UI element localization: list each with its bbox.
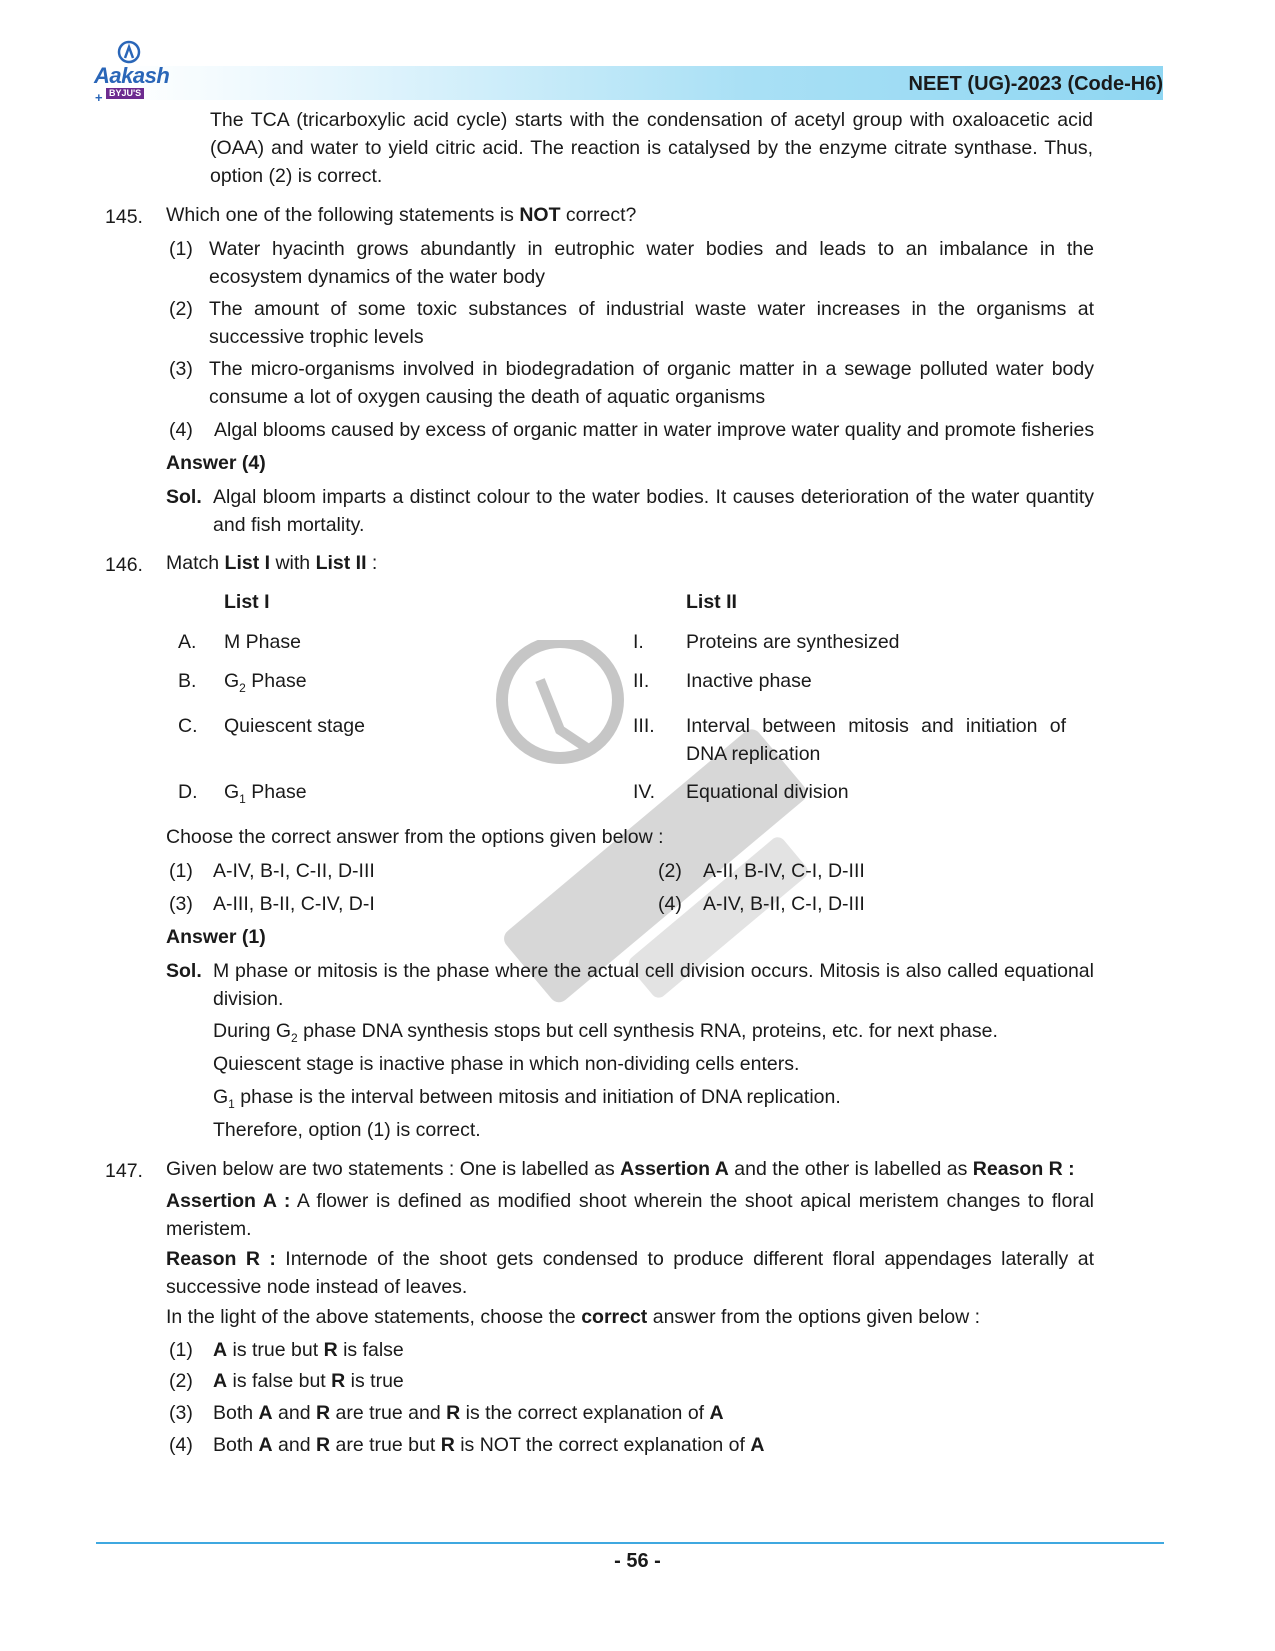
list2-label-iv: IV. [633, 781, 656, 803]
q146-option-4-number: (4) [658, 893, 682, 915]
logo-emblem-icon [116, 40, 142, 64]
q146-stem: Match List I with List II : [166, 552, 378, 574]
list2-item-iii: Interval between mitosis and initiation of DNA replication [686, 715, 1066, 765]
list1-label-a: A. [178, 631, 197, 653]
q146-option-4: A-IV, B-II, C-I, D-III [703, 893, 865, 915]
list1-heading: List I [224, 591, 270, 613]
logo-word: Aakash [94, 63, 170, 88]
q146-option-1-number: (1) [169, 860, 193, 882]
list2-item-ii: Inactive phase [686, 670, 812, 692]
q146-solution-4: $G_1$ phase is the interval between mitosis and initiation of DNA replication. [213, 1086, 841, 1111]
list1-label-c: C. [178, 715, 198, 737]
page-header-title: NEET (UG)-2023 (Code-H6) [908, 73, 1163, 95]
list2-item-i: Proteins are synthesized [686, 631, 900, 653]
q145-number: 145. [105, 206, 143, 228]
q147-reason: Reason R : Internode of the shoot gets condensed to produce different floral appendages laterally at successive node instead of leaves. [166, 1248, 1094, 1298]
q145-option-3: The micro-organisms involved in biodegradation of organic matter in a sewage polluted water body consume a lot of oxygen causing the death of aquatic organisms [209, 358, 1094, 408]
list1-label-d: D. [178, 781, 198, 803]
list1-item-c: Quiescent stage [224, 715, 365, 737]
page-number: - 56 - [614, 1550, 661, 1572]
q147-option-3: Both A and R are true and R is the correct explanation of A [213, 1402, 724, 1424]
aakash-logo [94, 40, 184, 105]
q145-option-1: Water hyacinth grows abundantly in eutrophic water bodies and leads to an imbalance in the ecosystem dynamics of the water body [209, 238, 1094, 288]
q146-answer: Answer (1) [166, 926, 266, 948]
q147-assertion: Assertion A : A flower is defined as modified shoot wherein the shoot apical meristem changes to floral meristem. [166, 1190, 1095, 1240]
q147-option-2-number: (2) [169, 1370, 193, 1392]
q145-sol-label: Sol. [166, 486, 202, 508]
q145-stem: Which one of the following statements is NOT correct? [166, 204, 637, 226]
q145-option-1-number: (1) [169, 238, 193, 260]
q147-option-4-number: (4) [169, 1434, 193, 1456]
q146-solution-3: Quiescent stage is inactive phase in which non-dividing cells enters. [213, 1053, 800, 1075]
q145-answer: Answer (4) [166, 452, 266, 474]
list1-item-a: M Phase [224, 631, 301, 653]
list1-item-b: $G_2$ Phase [224, 670, 307, 695]
list2-heading: List II [686, 591, 737, 613]
list2-label-ii: II. [633, 670, 650, 692]
q145-option-4: Algal blooms caused by excess of organic matter in water improve water quality and promote fisheries [214, 419, 1095, 441]
q147-option-4: Both A and R are true but R is NOT the correct explanation of A [213, 1434, 765, 1456]
q146-option-2-number: (2) [658, 860, 682, 882]
q146-option-3-number: (3) [169, 893, 193, 915]
q146-solution-2: During $G_2$ phase DNA synthesis stops but cell synthesis RNA, proteins, etc. for next phase. [213, 1020, 998, 1045]
q146-sol-label: Sol. [166, 960, 202, 982]
q146-solution-1: M phase or mitosis is the phase where the actual cell division occurs. Mitosis is also called equational division. [213, 960, 1094, 1010]
list1-item-d: $G_1$ Phase [224, 781, 307, 806]
list2-item-iv: Equational division [686, 781, 849, 803]
q146-option-2: A-II, B-IV, C-I, D-III [703, 860, 865, 882]
q145-option-2: The amount of some toxic substances of industrial waste water increases in the organisms at successive trophic levels [209, 298, 1094, 348]
list1-label-b: B. [178, 670, 197, 692]
q147-option-1: A is true but R is false [213, 1339, 404, 1361]
q146-option-1: A-IV, B-I, C-II, D-III [213, 860, 375, 882]
logo-sub: BYJU'S [106, 88, 144, 99]
q145-solution: Algal bloom imparts a distinct colour to the water bodies. It causes deterioration of the water quantity and fish mortality. [213, 486, 1094, 536]
q147-option-3-number: (3) [169, 1402, 193, 1424]
q145-option-4-number: (4) [169, 419, 193, 441]
q147-instruction: In the light of the above statements, choose the correct answer from the options given below : [166, 1306, 981, 1328]
list2-label-iii: III. [633, 715, 655, 737]
footer-divider [96, 1542, 1164, 1544]
q146-solution-5: Therefore, option (1) is correct. [213, 1119, 481, 1141]
q147-option-1-number: (1) [169, 1339, 193, 1361]
intro-paragraph: The TCA (tricarboxylic acid cycle) starts with the condensation of acetyl group with oxaloacetic acid (OAA) and water to yield citric acid. The reaction is catalysed by the enzyme citrate synthase. Thus, option (2) is correct. [210, 109, 1093, 187]
q145-option-3-number: (3) [169, 358, 193, 380]
logo-plus: + [95, 90, 103, 105]
q147-option-2: A is false but R is true [213, 1370, 404, 1392]
q146-choose-text: Choose the correct answer from the options given below : [166, 826, 664, 848]
q145-option-2-number: (2) [169, 298, 193, 320]
q147-stem: Given below are two statements : One is labelled as Assertion A and the other is labelled as Reason R : [166, 1158, 1075, 1180]
q147-number: 147. [105, 1160, 143, 1182]
list2-label-i: I. [633, 631, 644, 653]
q146-option-3: A-III, B-II, C-IV, D-I [213, 893, 375, 915]
q146-number: 146. [105, 554, 143, 576]
